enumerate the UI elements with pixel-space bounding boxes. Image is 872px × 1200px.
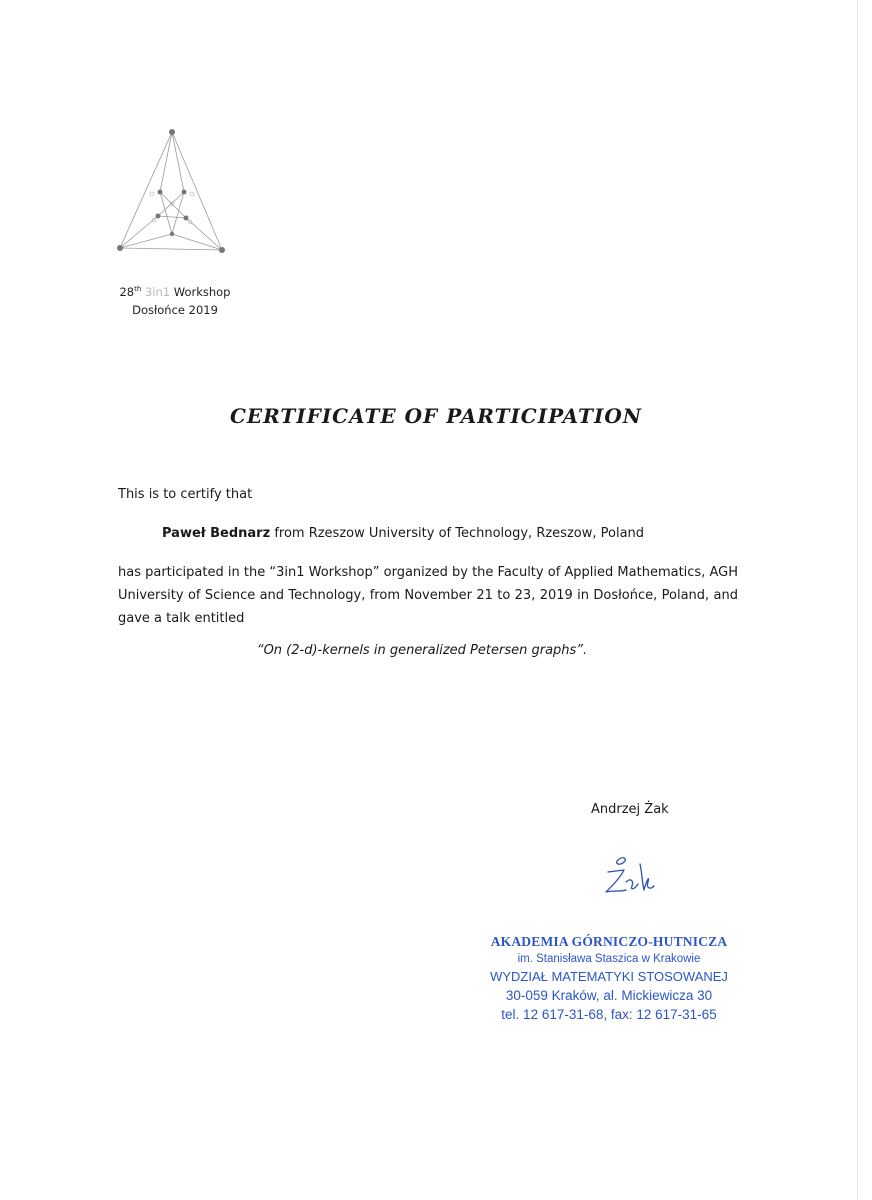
stamp-patron: im. Stanisława Staszica w Krakowie: [517, 953, 701, 965]
participant-line: [162, 526, 644, 541]
workshop-label: [100, 280, 250, 319]
workshop-location-year: Dosłońce 2019: [132, 302, 218, 317]
page-edge: [857, 0, 858, 1200]
certify-text: This is to certify that: [118, 487, 253, 502]
handwritten-signature: [600, 852, 660, 902]
certificate-title: CERTIFICATE OF PARTICIPATION: [229, 404, 643, 428]
workshop-number: 28: [119, 284, 135, 299]
workshop-ordinal: th: [134, 285, 142, 293]
stamp-address: 30-059 Kraków, al. Mickiewicza 30: [505, 988, 713, 1003]
participant-name: Paweł Bednarz: [162, 526, 271, 541]
workshop-brand: 3in1: [144, 284, 171, 299]
workshop-word: Workshop: [173, 284, 231, 299]
stamp-faculty: WYDZIAŁ MATEMATYKI STOSOWANEJ: [490, 969, 728, 984]
petersen-graph-logo-icon: [112, 124, 232, 260]
signer-name: Andrzej Żak: [591, 802, 669, 817]
stamp-phone-fax: tel. 12 617-31-68, fax: 12 617-31-65: [501, 1007, 717, 1022]
participation-paragraph: has participated in the “3in1 Workshop” organized by the Faculty of Applied Mathematics, AGH University of Science and Technology, from November 21 to 23, 2019 in Dosłońce, Poland, and gave a talk entitled: [118, 565, 738, 626]
participant-affiliation: from Rzeszow University of Technology, Rzeszow, Poland: [274, 526, 645, 541]
talk-title: “On (2-d)-kernels in generalized Petersen graphs”.: [256, 643, 588, 658]
stamp-academy: AKADEMIA GÓRNICZO-HUTNICZA: [490, 934, 728, 949]
institution-stamp: [488, 933, 730, 1024]
